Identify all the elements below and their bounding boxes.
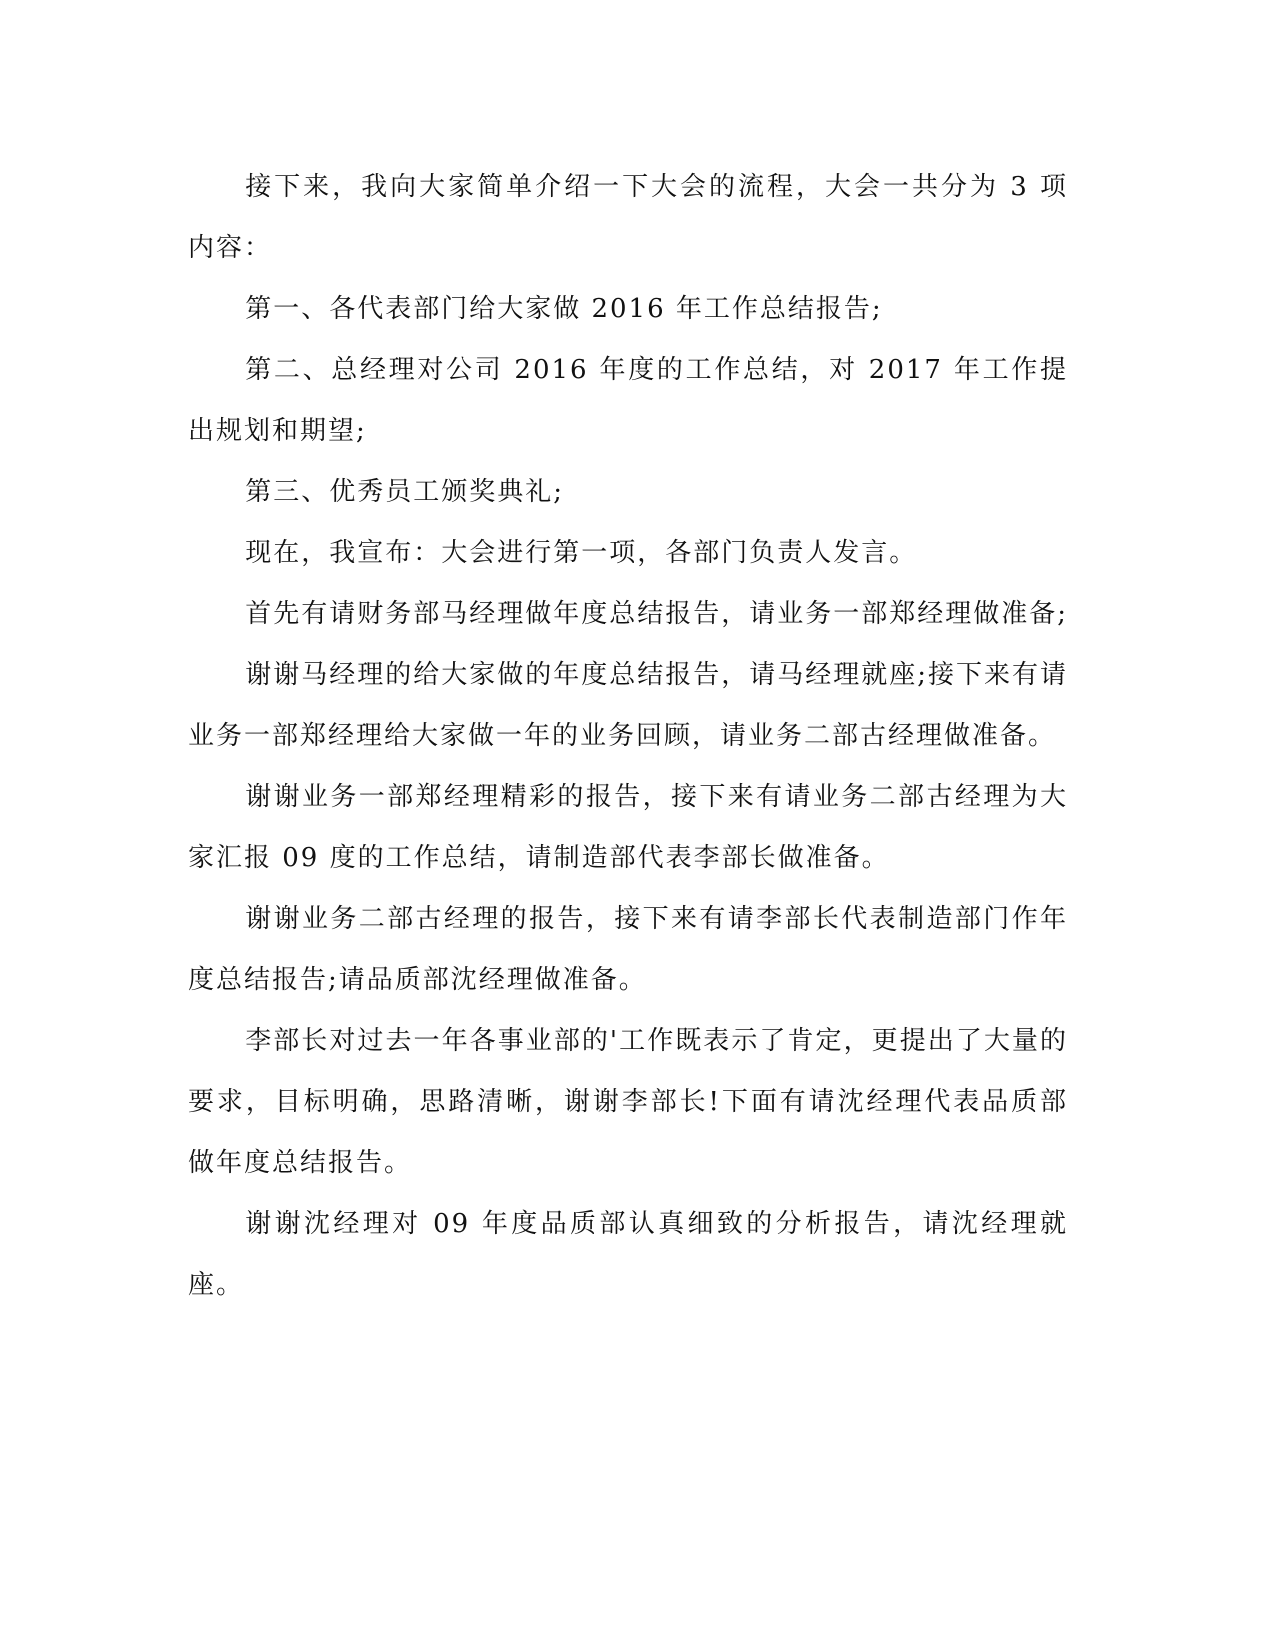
paragraph-item-two: 第二、总经理对公司 2016 年度的工作总结，对 2017 年工作提出规划和期望;: [188, 355, 1068, 446]
document-body: [188, 157, 1068, 1316]
paragraph-agenda-intro: 接下来，我向大家简单介绍一下大会的流程，大会一共分为 3 项内容：: [188, 172, 1068, 263]
paragraph-item-three: 第三、优秀员工颁奖典礼;: [245, 477, 564, 507]
paragraph-business-two: 谢谢业务一部郑经理精彩的报告，接下来有请业务二部古经理为大家汇报 09 度的工作总结，请制造部代表李部长做准备。: [188, 782, 1068, 873]
paragraph-finance-report: 首先有请财务部马经理做年度总结报告，请业务一部郑经理做准备;: [245, 599, 1068, 629]
paragraph-item-one: 第一、各代表部门给大家做 2016 年工作总结报告;: [245, 294, 883, 324]
paragraph-announcement: 现在，我宣布：大会进行第一项，各部门负责人发言。: [245, 538, 918, 568]
paragraph-manufacturing-thanks: 李部长对过去一年各事业部的'工作既表示了肯定，更提出了大量的要求，目标明确，思路清晰，谢谢李部长!下面有请沈经理代表品质部做年度总结报告。: [188, 1026, 1068, 1178]
paragraph-quality-thanks: 谢谢沈经理对 09 年度品质部认真细致的分析报告，请沈经理就座。: [188, 1209, 1068, 1300]
paragraph-manufacturing: 谢谢业务二部古经理的报告，接下来有请李部长代表制造部门作年度总结报告;请品质部沈经理做准备。: [188, 904, 1068, 995]
paragraph-business-one: 谢谢马经理的给大家做的年度总结报告，请马经理就座;接下来有请业务一部郑经理给大家做一年的业务回顾，请业务二部古经理做准备。: [188, 660, 1068, 751]
